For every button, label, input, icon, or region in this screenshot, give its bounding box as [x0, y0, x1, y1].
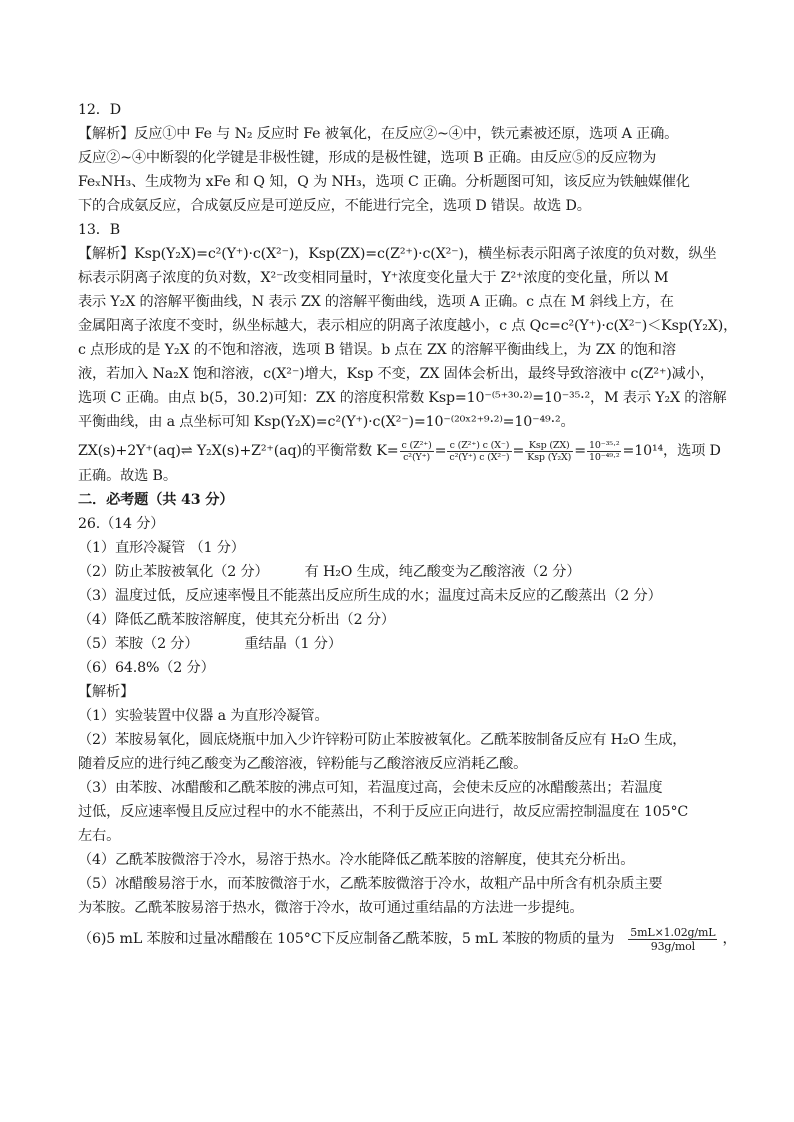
q13-analysis-line-1: 【解析】Ksp(Y₂X)=c²(Y⁺)·c(X²⁻)，Ksp(ZX)=c(Z²⁺)·c(X²⁻)，横坐标表示阳离子浓度的负对数，纵坐 [78, 246, 717, 262]
q26-answer-2b: 有 H₂O 生成，纯乙酸变为乙酸溶液（2 分） [304, 564, 581, 580]
q26-explain-5a: （5）冰醋酸易溶于水，而苯胺微溶于水，乙酰苯胺微溶于冷水，故粗产品中所含有机杂质主要 [78, 876, 663, 892]
q13-analysis-line-5: c 点形成的是 Y₂X 的不饱和溶液，选项 B 错误。b 点在 ZX 的溶解平衡曲线上，为 ZX 的饱和溶 [78, 342, 676, 358]
q13-analysis-line-6: 液，若加入 Na₂X 饱和溶液，c(X²⁻)增大，Ksp 不变，ZX 固体会析出，最终导致溶液中 c(Z²⁺)减小， [78, 366, 714, 382]
q12-analysis-line-1: 【解析】反应①中 Fe 与 N₂ 反应时 Fe 被氧化，在反应②~④中，铁元素被还原，选项 A 正确。 [78, 126, 679, 142]
q26-explain-4: （4）乙酰苯胺微溶于冷水，易溶于热水。冷水能降低乙酰苯胺的溶解度，使其充分析出。 [78, 852, 635, 868]
moles-fraction-denominator: 93g/mol [650, 939, 695, 953]
q13-analysis-line-8: 平衡曲线，由 a 点坐标可知 Ksp(Y₂X)=c²(Y⁺)·c(X²⁻)=10⁻⁽²⁰ˣ²⁺⁹·²⁾=10⁻⁴⁹·²。 [78, 414, 575, 430]
q13-analysis-line-2: 标表示阴离子浓度的负对数，X²⁻改变相同量时，Y⁺浓度变化量大于 Z²⁺浓度的变化量，所以 M [78, 270, 669, 286]
equation-result: =10¹⁴，选项 D [622, 443, 721, 459]
q13-number: 13．B [78, 222, 121, 238]
q26-answer-6: （6）64.8%（2 分） [78, 660, 215, 676]
q26-number: 26.（14 分） [78, 516, 165, 532]
fraction-4-denominator: 10⁻⁴⁹·² [588, 451, 620, 463]
q13-analysis-line-9: 正确。故选 B。 [78, 468, 177, 484]
q26-explain-3c: 左右。 [78, 828, 121, 844]
q26-explain-6-text: （6)5 mL 苯胺和过量冰醋酸在 105°C下反应制备乙酰苯胺，5 mL 苯胺的物质的量为 [78, 931, 615, 947]
q26-explain-6-tail: ， [722, 931, 737, 947]
q26-explain-1: （1）实验装置中仪器 a 为直形冷凝管。 [78, 708, 329, 724]
fraction-1 [400, 440, 434, 463]
fraction-4-numerator: 10⁻³⁵·² [588, 439, 620, 451]
q12-number: 12．D [78, 102, 122, 118]
q26-answer-3: （3）温度过低，反应速率慢且不能蒸出反应所生成的水；温度过高未反应的乙酸蒸出（2 分） [78, 588, 662, 604]
fraction-1-denominator: c²(Y⁺) [403, 451, 431, 463]
section-title: 二．必考题（共 43 分） [78, 492, 234, 508]
q12-analysis-line-3: FeₓNH₃、生成物为 xFe 和 Q 知，Q 为 NH₃，选项 C 正确。分析题图可知，该反应为铁触媒催化 [78, 174, 690, 190]
fraction-2-numerator: c (Z²⁺) c (X⁻) [447, 440, 511, 452]
q26-explain-6 [78, 922, 737, 956]
q13-analysis-line-7: 选项 C 正确。由点 b(5，30.2)可知：ZX 的溶度积常数 Ksp=10⁻⁽⁵⁺³⁰·²⁾=10⁻³⁵·²，M 表示 Y₂X 的溶解 [78, 390, 727, 406]
q12-analysis-line-4: 下的合成氨反应，合成氨反应是可逆反应，不能进行完全，选项 D 错误。故选 D。 [78, 198, 591, 214]
q26-answer-5a: （5）苯胺（2 分） [78, 636, 199, 652]
fraction-3 [525, 440, 573, 463]
q26-answer-2a: （2）防止苯胺被氧化（2 分） [78, 564, 269, 580]
fraction-2-denominator: c²(Y⁺) c (X²⁻) [449, 451, 510, 463]
fraction-3-numerator: Ksp (ZX) [525, 440, 573, 452]
q26-answer-5 [78, 634, 718, 654]
fraction-4 [587, 440, 622, 463]
q26-answer-1: （1）直形冷凝管 （1 分） [78, 540, 245, 556]
fraction-1-numerator: c (Z²⁺) [401, 439, 432, 451]
q26-explain-2a: （2）苯胺易氧化，圆底烧瓶中加入少许锌粉可防止苯胺被氧化。乙酰苯胺制备反应有 H₂O 生成， [78, 732, 687, 748]
q13-analysis-line-3: 表示 Y₂X 的溶解平衡曲线，N 表示 ZX 的溶解平衡曲线，选项 A 正确。c 点在 M 斜线上方，在 [78, 294, 674, 310]
fraction-2 [447, 440, 511, 463]
equation-prefix: ZX(s)+2Y⁺(aq)⇌ Y₂X(s)+Z²⁺(aq)的平衡常数 K= [78, 443, 399, 459]
moles-fraction-numerator: 5mL×1.02g/mL [630, 925, 716, 939]
q13-equilibrium-equation: ZX(s)+2Y⁺(aq)⇌ Y₂X(s)+Z²⁺(aq)的平衡常数 K= $\frac{\text{c (Z²⁺)}}{\text{c²(Y⁺)}}$ = $\frac{\text{c (Z²⁺) c (X⁻)}}{\text{c²(Y⁺) c (X²⁻)}}$ = $\frac{\text{Ksp (ZX)}}{\text{Ksp (Y₂X)}}$ = $\frac{\text{10⁻³⁵·²}}{\text{10⁻⁴⁹·²}}$ =10¹⁴，选项 D [78, 439, 721, 463]
q26-answer-4: （4）降低乙酰苯胺溶解度，使其充分析出（2 分） [78, 612, 395, 628]
q26-explain-3a: （3）由苯胺、冰醋酸和乙酰苯胺的沸点可知，若温度过高，会使未反应的冰醋酸蒸出；若温度 [78, 780, 663, 796]
q26-analysis-heading: 【解析】 [78, 684, 135, 700]
moles-fraction [628, 926, 717, 953]
q26-explain-5b: 为苯胺。乙酰苯胺易溶于热水，微溶于冷水，故可通过重结晶的方法进一步提纯。 [78, 900, 584, 916]
q26-answer-5b: 重结晶（1 分） [244, 636, 342, 652]
q12-analysis-line-2: 反应②~④中断裂的化学键是非极性键，形成的是极性键，选项 B 正确。由反应⑤的反应物为 [78, 150, 657, 166]
q26-answer-2 [78, 562, 718, 582]
q26-explain-3b: 过低，反应速率慢且反应过程中的水不能蒸出，不利于反应正向进行，故反应需控制温度在 105°C [78, 804, 689, 820]
q26-explain-2b: 随着反应的进行纯乙酸变为乙酸溶液，锌粉能与乙酸溶液反应消耗乙酸。 [78, 756, 528, 772]
fraction-3-denominator: Ksp (Y₂X) [527, 451, 572, 463]
q13-analysis-line-4: 金属阳离子浓度不变时，纵坐标越大，表示相应的阴离子浓度越小，c 点 Qc=c²(Y⁺)·c(X²⁻)＜Ksp(Y₂X)， [78, 318, 738, 334]
